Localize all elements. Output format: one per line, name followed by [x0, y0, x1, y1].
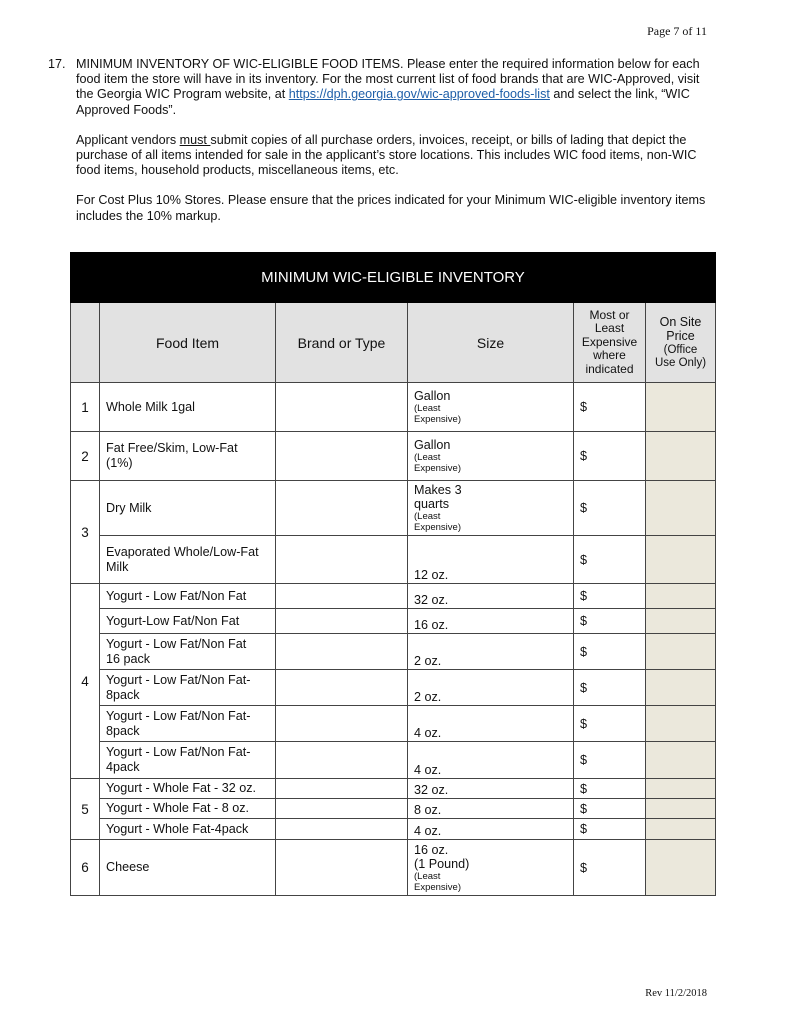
office-use-field: [646, 481, 716, 536]
page-number: Page 7 of 11: [647, 24, 707, 38]
food-item-cell: Yogurt - Low Fat/Non Fat: [100, 584, 276, 609]
food-line-2: 8pack: [106, 687, 140, 702]
size-cell: 4 oz.: [408, 742, 574, 779]
size-cell: 32 oz.: [408, 779, 574, 799]
price-field[interactable]: $: [574, 383, 646, 432]
office-use-field: [646, 432, 716, 481]
least-expensive-note: (Least: [414, 870, 441, 882]
size-cell: 16 oz.: [408, 609, 574, 634]
brand-field[interactable]: [276, 670, 408, 706]
table-row: [71, 819, 716, 840]
size-value: Gallon: [414, 389, 451, 403]
price-field[interactable]: $: [574, 481, 646, 536]
header-ml-3: Expensive: [581, 334, 638, 349]
least-expensive-note-2: Expensive): [414, 522, 461, 533]
table-row: [71, 779, 716, 799]
brand-field[interactable]: [276, 706, 408, 742]
food-line-2: 8pack: [106, 723, 140, 738]
size-value-2: (1 Pound): [414, 856, 470, 871]
office-use-field: [646, 779, 716, 799]
price-field[interactable]: $: [574, 779, 646, 799]
size-cell: 32 oz.: [408, 584, 574, 609]
least-expensive-note: (Least: [414, 452, 441, 463]
size-cell: [408, 383, 574, 432]
price-field[interactable]: $: [574, 706, 646, 742]
must-emphasis: must: [179, 132, 211, 147]
size-value-2: quarts: [414, 497, 450, 511]
office-use-field: [646, 742, 716, 779]
price-field[interactable]: $: [574, 819, 646, 840]
p1-text-before: MINIMUM INVENTORY OF WIC-ELIGIBLE FOOD ITEMS. Please enter the required information below for each food item the store will have in its inventory. For the most current list of food brands that are WIC-Approved, visit the Georgia WIC Program website, at: [76, 57, 700, 102]
table-header-row: [71, 303, 716, 383]
food-line-1: Yogurt - Low Fat/Non Fat-: [106, 672, 251, 687]
brand-field[interactable]: [276, 609, 408, 634]
header-os-4: Use Only): [654, 356, 707, 369]
food-item-cell: Cheese: [100, 840, 276, 896]
size-value: 16 oz.: [414, 842, 449, 857]
header-food-item: Food Item: [100, 303, 276, 383]
price-field[interactable]: $: [574, 432, 646, 481]
table-row: [71, 584, 716, 609]
item-number: 3: [71, 481, 100, 584]
food-line-1: Yogurt - Low Fat/Non Fat: [106, 636, 247, 651]
price-field[interactable]: $: [574, 840, 646, 896]
table-title-row: [71, 253, 716, 303]
food-item-cell: [100, 634, 276, 670]
size-cell: 8 oz.: [408, 799, 574, 819]
header-number: [71, 303, 100, 383]
food-item-cell: Yogurt-Low Fat/Non Fat: [100, 609, 276, 634]
item-number: 4: [71, 584, 100, 779]
p1-text-after: and select the link, “WIC Approved Foods”.: [76, 87, 690, 117]
office-use-field: [646, 609, 716, 634]
table-row: [71, 799, 716, 819]
size-cell: 4 oz.: [408, 706, 574, 742]
food-item-cell: Whole Milk 1gal: [100, 383, 276, 432]
brand-field[interactable]: [276, 819, 408, 840]
office-use-field: [646, 383, 716, 432]
food-line-1: Yogurt - Low Fat/Non Fat-: [106, 745, 251, 759]
instructions-paragraph-2: [76, 133, 708, 179]
food-line-2: 4pack: [106, 760, 140, 774]
brand-field[interactable]: [276, 742, 408, 779]
header-brand-or-type: Brand or Type: [276, 303, 408, 383]
instructions-paragraph-3: For Cost Plus 10% Stores. Please ensure that the prices indicated for your Minimum WIC-eligible inventory items includes the 10% markup.: [76, 193, 706, 223]
section-number: 17.: [48, 57, 66, 71]
table-row: [71, 840, 716, 896]
instructions-block: [48, 57, 708, 224]
header-ml-2: Least: [594, 321, 625, 336]
size-cell: 4 oz.: [408, 819, 574, 840]
inventory-table: [70, 252, 716, 896]
wic-approved-foods-link[interactable]: https://dph.georgia.gov/wic-approved-foods-list: [288, 87, 550, 102]
office-use-field: [646, 799, 716, 819]
food-line-2: Milk: [106, 559, 129, 574]
table-row: [71, 609, 716, 634]
least-expensive-note: (Least: [414, 511, 441, 522]
item-number: 1: [71, 383, 100, 432]
size-cell: [408, 840, 574, 896]
table-row: [71, 670, 716, 706]
brand-field[interactable]: [276, 536, 408, 584]
food-item-cell: [100, 670, 276, 706]
table-row: [71, 634, 716, 670]
office-use-field: [646, 634, 716, 670]
least-expensive-note: (Least: [414, 403, 441, 414]
brand-field[interactable]: [276, 481, 408, 536]
p2-text-before: Applicant vendors: [76, 132, 180, 147]
food-line-2: 16 pack: [106, 651, 151, 666]
office-use-field: [646, 840, 716, 896]
food-line-1: Fat Free/Skim, Low-Fat: [106, 441, 238, 455]
header-os-3: (Office: [663, 343, 698, 356]
header-ml-4: where: [593, 348, 626, 363]
least-expensive-note-2: Expensive): [414, 463, 461, 474]
table-row: [71, 481, 716, 536]
food-item-cell: [100, 536, 276, 584]
brand-field[interactable]: [276, 840, 408, 896]
header-size: Size: [408, 303, 574, 383]
price-field[interactable]: $: [574, 799, 646, 819]
item-number: 5: [71, 779, 100, 840]
header-os-1: On Site: [659, 314, 702, 329]
brand-field[interactable]: [276, 799, 408, 819]
brand-field[interactable]: [276, 432, 408, 481]
price-field[interactable]: $: [574, 742, 646, 779]
table-row: [71, 536, 716, 584]
office-use-field: [646, 670, 716, 706]
table-row: [71, 706, 716, 742]
food-line-1: Evaporated Whole/Low-Fat: [106, 544, 259, 559]
revision-date: Rev 11/2/2018: [645, 988, 707, 999]
price-field[interactable]: $: [574, 634, 646, 670]
brand-field[interactable]: [276, 634, 408, 670]
instructions-paragraph-1: [76, 57, 708, 118]
food-item-cell: [100, 432, 276, 481]
food-item-cell: Yogurt - Whole Fat - 32 oz.: [100, 779, 276, 799]
food-line-1: Yogurt - Low Fat/Non Fat-: [106, 708, 251, 723]
item-number: 2: [71, 432, 100, 481]
table-row: [71, 383, 716, 432]
office-use-field: [646, 584, 716, 609]
item-number: 6: [71, 840, 100, 896]
header-most-or-least: [574, 303, 646, 383]
price-field[interactable]: $: [574, 536, 646, 584]
p2-text-after: submit copies of all purchase orders, invoices, receipt, or bills of lading that depict the purchase of all items intended for sale in the applicant’s store locations. This includes WIC food items, non-WIC food items, household products, miscellaneous items, etc.: [76, 132, 697, 178]
size-cell: 2 oz.: [408, 670, 574, 706]
size-cell: 12 oz.: [408, 536, 574, 584]
header-os-2: Price: [666, 328, 695, 343]
size-cell: [408, 432, 574, 481]
food-item-cell: [100, 706, 276, 742]
brand-field[interactable]: [276, 383, 408, 432]
office-use-field: [646, 819, 716, 840]
least-expensive-note-2: Expensive): [414, 881, 461, 893]
table-title: MINIMUM WIC-ELIGIBLE INVENTORY: [71, 253, 716, 303]
price-field[interactable]: $: [574, 609, 646, 634]
size-value: Makes 3: [414, 483, 462, 497]
size-cell: [408, 481, 574, 536]
header-on-site-price: [646, 303, 716, 383]
food-item-cell: Yogurt - Whole Fat-4pack: [100, 819, 276, 840]
header-ml-1: Most or: [589, 307, 630, 322]
price-field[interactable]: $: [574, 670, 646, 706]
table-row: [71, 432, 716, 481]
brand-field[interactable]: [276, 584, 408, 609]
office-use-field: [646, 536, 716, 584]
price-field[interactable]: $: [574, 584, 646, 609]
food-item-cell: [100, 742, 276, 779]
brand-field[interactable]: [276, 779, 408, 799]
food-item-cell: Dry Milk: [100, 481, 276, 536]
food-line-2: (1%): [106, 456, 133, 470]
size-value: Gallon: [414, 438, 451, 452]
office-use-field: [646, 706, 716, 742]
table-row: [71, 742, 716, 779]
header-ml-5: indicated: [585, 361, 634, 376]
size-cell: 2 oz.: [408, 634, 574, 670]
least-expensive-note-2: Expensive): [414, 414, 461, 425]
food-item-cell: Yogurt - Whole Fat - 8 oz.: [100, 799, 276, 819]
